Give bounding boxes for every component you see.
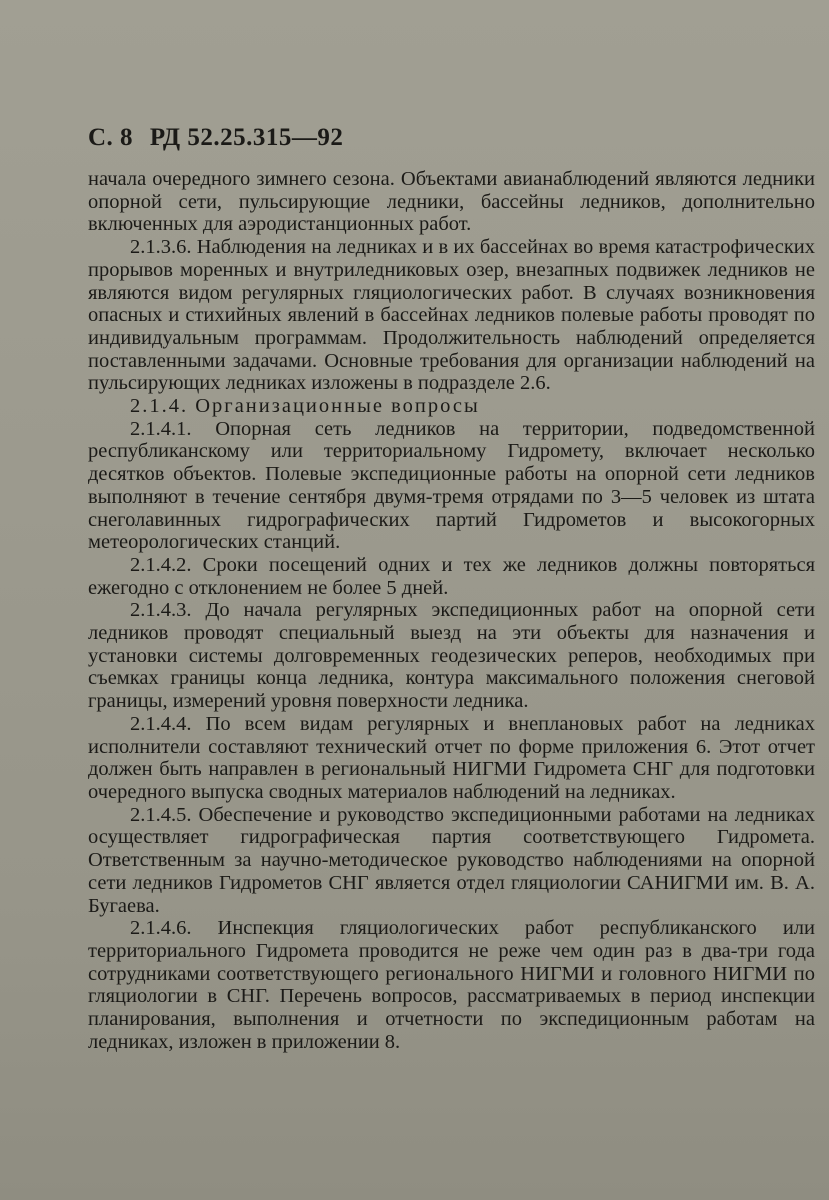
document-code: РД 52.25.315—92 (149, 124, 344, 151)
paragraph-2-1-4-5: 2.1.4.5. Обеспечение и руководство экспедиционными работами на ледниках осуществляет гидрографическая партия соответствующего Гидромета. Ответственным за научно-методическое руководство наблюдениями на опорной сети ледников Гидрометов СНГ является отдел гляциологии САНИГМИ им. В. А. Бугаева. (88, 803, 815, 917)
paragraph-2-1-4-2: 2.1.4.2. Сроки посещений одних и тех же ледников должны повторяться ежегодно с отклонением не более 5 дней. (88, 553, 815, 599)
paragraph-2-1-3-6: 2.1.3.6. Наблюдения на ледниках и в их бассейнах во время катастрофических прорывов моренных и внутриледниковых озер, внезапных подвижек ледников не являются видом регулярных гляциологических работ. В случаях возникновения опасных и стихийных явлений в бассейнах ледников полевые работы проводят по индивидуальным программам. Продолжительность наблюдений определяется поставленными задачами. Основные требования для организации наблюдений на пульсирующих ледниках изложены в подразделе 2.6. (88, 236, 815, 395)
paragraph-2-1-4-1: 2.1.4.1. Опорная сеть ледников на территории, подведомственной республиканскому или территориальному Гидромету, включает несколько десятков объектов. Полевые экспедиционные работы на опорной сети ледников выполняют в течение сентября двумя-тремя отрядами по 3—5 человек из штата снеголавинных гидрографических партий Гидрометов и высокогорных метеорологических станций. (88, 417, 815, 554)
paragraph-continuation: начала очередного зимнего сезона. Объектами авианаблюдений являются ледники опорной сети, пульсирующие ледники, бассейны ледников, дополнительно включенных для аэродистанционных работ. (88, 168, 815, 236)
paragraph-2-1-4-3: 2.1.4.3. До начала регулярных экспедиционных работ на опорной сети ледников проводят специальный выезд на эти объекты для назначения и установки системы долговременных геодезических реперов, необходимых при съемках границы конца ледника, контура максимального положения снеговой границы, измерений уровня поверхности ледника. (88, 599, 815, 713)
page-header (88, 118, 815, 158)
page-number-label: С. 8 (88, 124, 134, 151)
document-body (88, 168, 815, 1053)
paragraph-2-1-4-4: 2.1.4.4. По всем видам регулярных и внеплановых работ на ледниках исполнители составляют технический отчет по форме приложения 6. Этот отчет должен быть направлен в региональный НИГМИ Гидромета СНГ для подготовки очередного выпуска сводных материалов наблюдений на ледниках. (88, 712, 815, 803)
paragraph-2-1-4-6: 2.1.4.6. Инспекция гляциологических работ республиканского или территориального Гидромета проводится не реже чем один раз в два-три года сотрудниками соответствующего регионального НИГМИ и головного НИГМИ по гляциологии в СНГ. Перечень вопросов, рассматриваемых в период инспекции планирования, выполнения и отчетности по экспедиционным работам на ледниках, изложен в приложении 8. (88, 917, 815, 1053)
section-heading-2-1-4: 2.1.4. Организационные вопросы (130, 395, 480, 418)
